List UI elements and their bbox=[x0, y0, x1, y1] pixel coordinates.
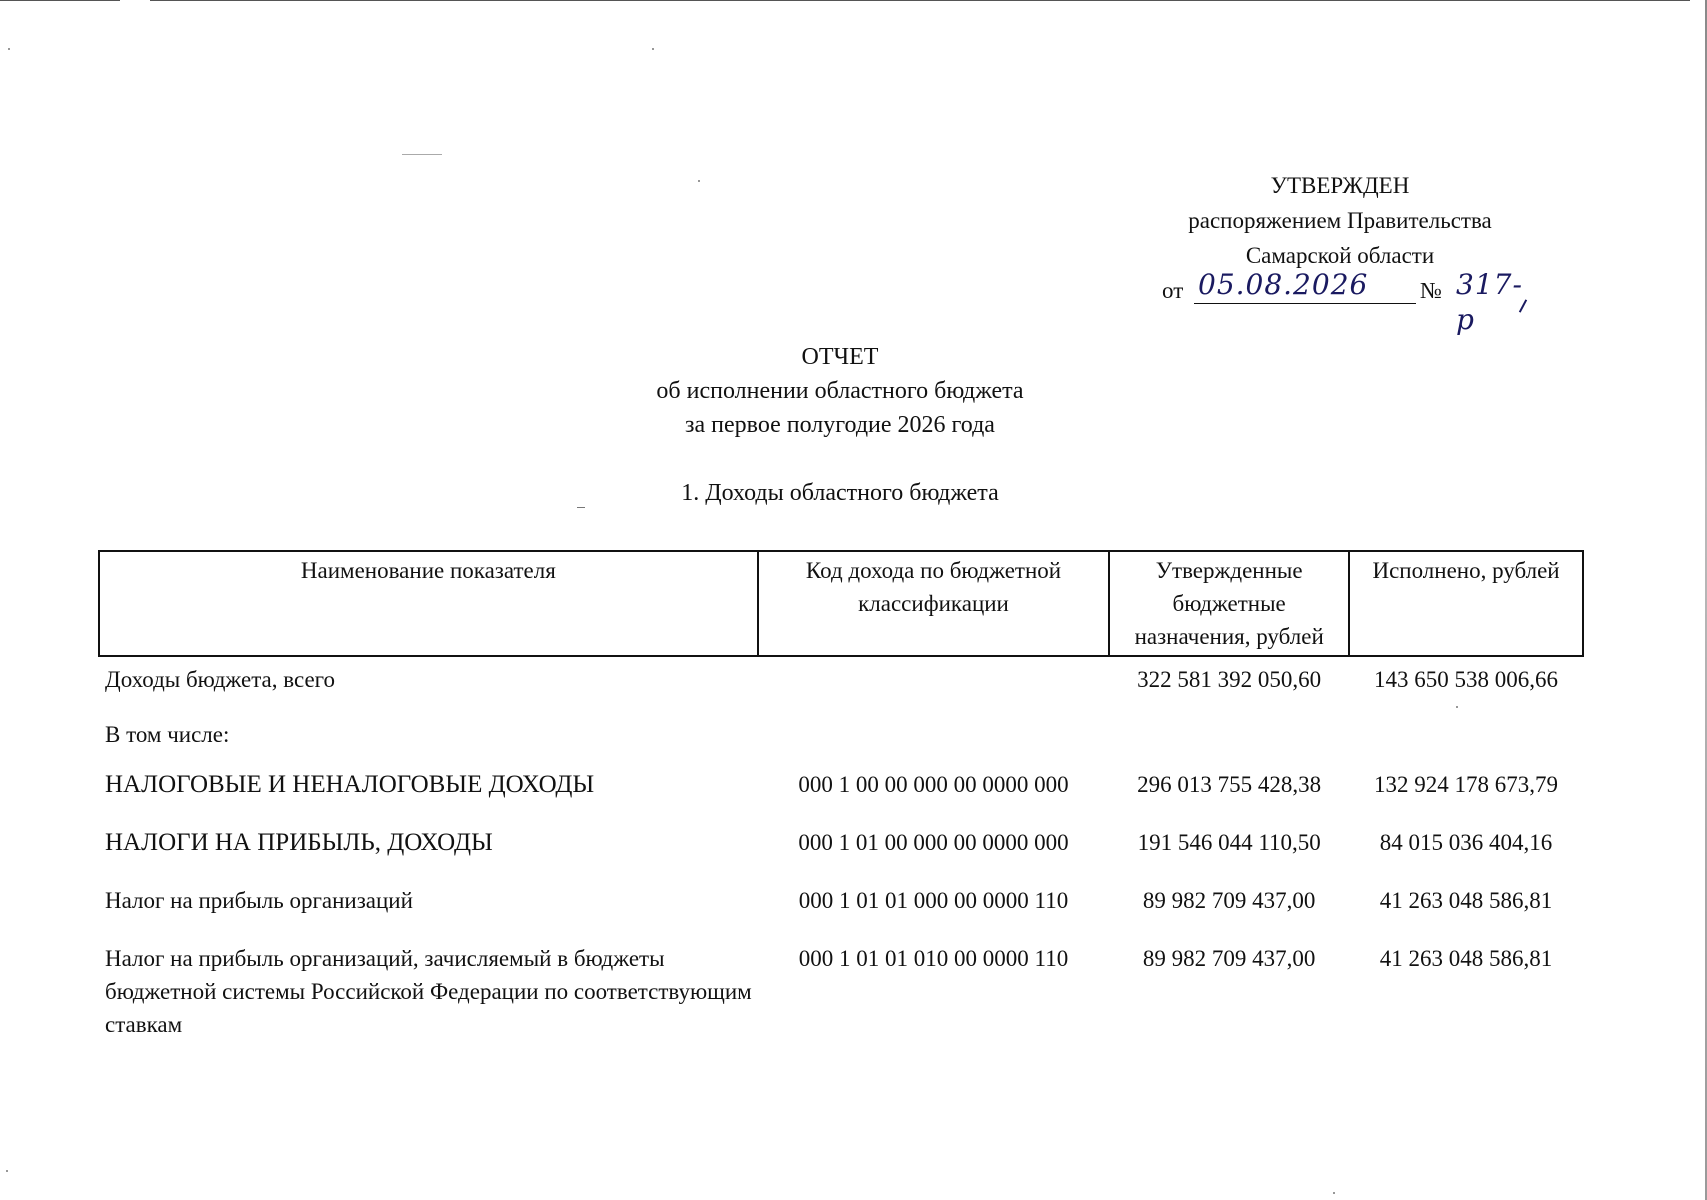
column-header-code: Код дохода по бюджетной классификации bbox=[758, 551, 1109, 656]
row-code: 000 1 01 01 000 00 0000 110 bbox=[798, 888, 1069, 913]
table-row bbox=[99, 768, 1583, 826]
row-approved: 296 013 755 428,38 bbox=[1137, 772, 1322, 797]
row-name: НАЛОГИ НА ПРИБЫЛЬ, ДОХОДЫ bbox=[105, 829, 493, 856]
row-code bbox=[758, 656, 1109, 718]
row-code: 000 1 01 01 010 00 0000 110 bbox=[798, 946, 1069, 971]
table-row bbox=[99, 718, 1583, 768]
scan-speck bbox=[8, 48, 10, 50]
row-approved: 191 546 044 110,50 bbox=[1137, 830, 1321, 855]
row-name: НАЛОГОВЫЕ И НЕНАЛОГОВЫЕ ДОХОДЫ bbox=[105, 771, 595, 798]
row-approved: 89 982 709 437,00 bbox=[1142, 946, 1316, 971]
row-executed bbox=[1349, 718, 1583, 768]
approval-heading: УТВЕРЖДЕН bbox=[1270, 173, 1410, 198]
row-code: 000 1 01 00 000 00 0000 000 bbox=[798, 830, 1069, 855]
row-executed: 84 015 036 404,16 bbox=[1379, 830, 1553, 855]
section-heading: 1. Доходы областного бюджета bbox=[681, 480, 999, 506]
table-row bbox=[99, 884, 1583, 942]
row-executed: 132 924 178 673,79 bbox=[1374, 772, 1559, 797]
scan-edge-top bbox=[150, 0, 1690, 1]
table-row bbox=[99, 826, 1583, 884]
row-executed: 143 650 538 006,66 bbox=[1374, 667, 1559, 692]
approval-date-handwritten: 05.08.2026 bbox=[1198, 268, 1369, 301]
approval-date-prefix: от bbox=[1162, 278, 1184, 303]
row-name: В том числе: bbox=[105, 722, 230, 747]
report-title-block bbox=[550, 340, 1130, 442]
approval-number-sign: № bbox=[1420, 278, 1442, 303]
scan-speck bbox=[6, 1170, 8, 1172]
approval-date-underline bbox=[1194, 303, 1416, 304]
row-approved bbox=[1109, 718, 1349, 768]
row-executed: 41 263 048 586,81 bbox=[1379, 946, 1553, 971]
row-name: Доходы бюджета, всего bbox=[105, 667, 336, 692]
approval-stamp-block bbox=[1150, 168, 1530, 336]
column-header-name: Наименование показателя bbox=[99, 551, 758, 656]
revenue-table bbox=[98, 550, 1584, 1041]
approval-authority: распоряжением Правительства bbox=[1188, 208, 1492, 233]
row-code: 000 1 00 00 000 00 0000 000 bbox=[798, 772, 1069, 797]
row-approved: 322 581 392 050,60 bbox=[1137, 667, 1322, 692]
scan-speck bbox=[698, 180, 700, 182]
row-name: Налог на прибыль организаций bbox=[105, 888, 413, 913]
report-period: за первое полугодие 2026 года bbox=[685, 412, 995, 438]
report-subtitle: об исполнении областного бюджета bbox=[656, 378, 1024, 404]
scan-speck bbox=[1333, 1192, 1335, 1194]
table-row bbox=[99, 656, 1583, 718]
column-header-executed: Исполнено, рублей bbox=[1349, 551, 1583, 656]
approval-region: Самарской области bbox=[1245, 243, 1435, 268]
table-row bbox=[99, 942, 1583, 1041]
scan-edge-top bbox=[0, 0, 120, 1]
approval-number-handwritten: 317-р bbox=[1456, 268, 1523, 336]
row-code bbox=[758, 718, 1109, 768]
table-header-row bbox=[99, 551, 1583, 656]
row-approved: 89 982 709 437,00 bbox=[1142, 888, 1316, 913]
row-executed: 41 263 048 586,81 bbox=[1379, 888, 1553, 913]
report-title: ОТЧЕТ bbox=[801, 344, 879, 370]
approval-date-line bbox=[1150, 268, 1530, 336]
scan-speck bbox=[652, 48, 654, 50]
scan-speck bbox=[577, 507, 585, 508]
scan-speck bbox=[402, 154, 442, 155]
row-name: Налог на прибыль организаций, зачисляемый в бюджеты бюджетной системы Российской Федерации по соответствующим ставкам bbox=[105, 946, 752, 1037]
column-header-approved: Утвержденные бюджетные назначения, рублей bbox=[1109, 551, 1349, 656]
